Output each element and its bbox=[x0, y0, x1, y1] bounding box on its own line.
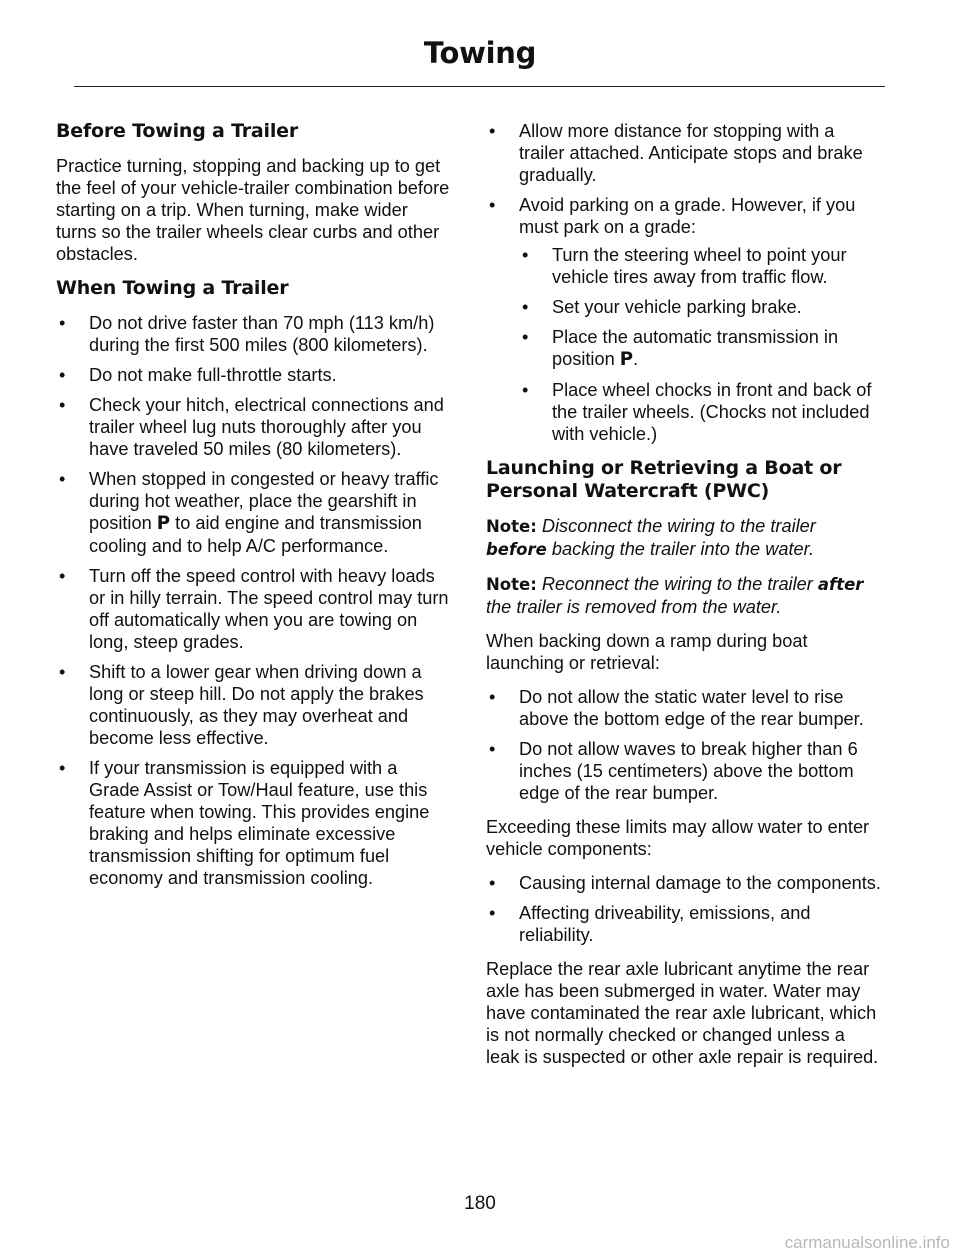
bullet-icon: • bbox=[59, 365, 66, 385]
towing-bullet-list bbox=[56, 312, 451, 889]
paragraph-practice: Practice turning, stopping and backing up to get the feel of your vehicle-trailer combination before starting on a trip. When turning, make wider turns so the trailer wheels clear curbs and other obstacles. bbox=[56, 156, 450, 264]
list-item: • Shift to a lower gear when driving down a long or steep hill. Do not apply the brakes continuously, as they may overheat and become less effective. bbox=[59, 662, 424, 748]
bullet-icon: • bbox=[489, 195, 496, 215]
list-item: • Do not drive faster than 70 mph (113 km/h) during the first 500 miles (800 kilometers). bbox=[59, 313, 435, 355]
list-item: • Do not allow the static water level to rise above the bottom edge of the rear bumper. bbox=[489, 687, 864, 729]
list-item: • Avoid parking on a grade. However, if you must park on a grade: • Turn the steering wheel to point your vehicle tires away from traffic flow. • Set your vehicle parking brake. • Place the automatic transmission in position P. • Place wheel chocks in front and back of the trailer wheels. (Chocks not included with vehicle.) bbox=[486, 194, 881, 445]
list-item: • Turn off the speed control with heavy loads or in hilly terrain. The speed control may turn off automatically when you are towing on long, steep grades. bbox=[59, 566, 449, 652]
list-item: • Place the automatic transmission in position P. bbox=[522, 327, 839, 370]
paragraph-ramp: When backing down a ramp during boat launching or retrieval: bbox=[486, 631, 808, 673]
watermark: carmanualsonline.info bbox=[784, 1233, 950, 1252]
section-heading-boat: Launching or Retrieving a Boat or Personal Watercraft (PWC) bbox=[486, 457, 842, 502]
bullet-icon: • bbox=[59, 313, 66, 333]
exceed-bullet-list bbox=[486, 872, 881, 946]
bullet-icon: • bbox=[489, 121, 496, 141]
list-item: • Do not make full-throttle starts. bbox=[59, 365, 337, 385]
header-divider bbox=[74, 86, 885, 87]
note-reconnect: Note: Reconnect the wiring to the trailer after the trailer is removed from the water. bbox=[486, 574, 864, 617]
page-title: Towing bbox=[423, 36, 537, 70]
paragraph-exceed: Exceeding these limits may allow water to enter vehicle components: bbox=[486, 817, 870, 859]
list-item: • Do not allow waves to break higher than 6 inches (15 centimeters) above the bottom edge of the rear bumper. bbox=[489, 739, 858, 803]
bullet-icon: • bbox=[522, 297, 529, 317]
section-heading-when-towing: When Towing a Trailer bbox=[56, 277, 289, 299]
bullet-icon: • bbox=[489, 903, 496, 923]
bullet-icon: • bbox=[59, 758, 66, 778]
list-item: • Check your hitch, electrical connections and trailer wheel lug nuts thoroughly after you have traveled 50 miles (80 kilometers). bbox=[59, 395, 444, 459]
right-column bbox=[486, 120, 881, 1080]
gear-position-p: P bbox=[619, 349, 634, 370]
gear-position-p: P bbox=[156, 513, 171, 534]
bullet-icon: • bbox=[59, 395, 66, 415]
bullet-icon: • bbox=[59, 469, 66, 489]
list-item: • Allow more distance for stopping with a trailer attached. Anticipate stops and brake gradually. bbox=[489, 121, 863, 185]
stopping-bullet-list bbox=[486, 120, 881, 445]
page-header bbox=[0, 36, 960, 70]
list-item: • Causing internal damage to the components. bbox=[489, 873, 881, 893]
left-column bbox=[56, 120, 451, 901]
bullet-icon: • bbox=[59, 566, 66, 586]
bullet-icon: • bbox=[489, 739, 496, 759]
list-item: • Place wheel chocks in front and back of the trailer wheels. (Chocks not included with vehicle.) bbox=[522, 380, 872, 444]
section-heading-before-towing: Before Towing a Trailer bbox=[56, 120, 299, 142]
page-number: 180 bbox=[464, 1193, 496, 1214]
list-item: • When stopped in congested or heavy traffic during hot weather, place the gearshift in position P to aid engine and transmission cooling and to help A/C performance. bbox=[59, 469, 439, 556]
bullet-icon: • bbox=[489, 873, 496, 893]
list-item: • If your transmission is equipped with a Grade Assist or Tow/Haul feature, use this feature when towing. This provides engine braking and helps eliminate excessive transmission shifting for optimum fuel economy and transmission cooling. bbox=[59, 758, 430, 888]
list-item: • Turn the steering wheel to point your vehicle tires away from traffic flow. bbox=[522, 245, 847, 287]
paragraph-replace: Replace the rear axle lubricant anytime the rear axle has been submerged in water. Water may have contaminated the rear axle lubricant, which is not normally checked or changed unless a leak is suspected or other axle repair is required. bbox=[486, 959, 879, 1067]
bullet-icon: • bbox=[522, 327, 529, 347]
list-item: • Set your vehicle parking brake. bbox=[522, 297, 802, 317]
parking-sub-list bbox=[519, 244, 881, 445]
bullet-icon: • bbox=[522, 380, 529, 400]
list-item: • Affecting driveability, emissions, and reliability. bbox=[489, 903, 811, 945]
bullet-icon: • bbox=[489, 687, 496, 707]
bullet-icon: • bbox=[59, 662, 66, 682]
note-disconnect: Note: Disconnect the wiring to the trailer before backing the trailer into the water. bbox=[486, 516, 816, 559]
bullet-icon: • bbox=[522, 245, 529, 265]
ramp-bullet-list bbox=[486, 686, 881, 804]
